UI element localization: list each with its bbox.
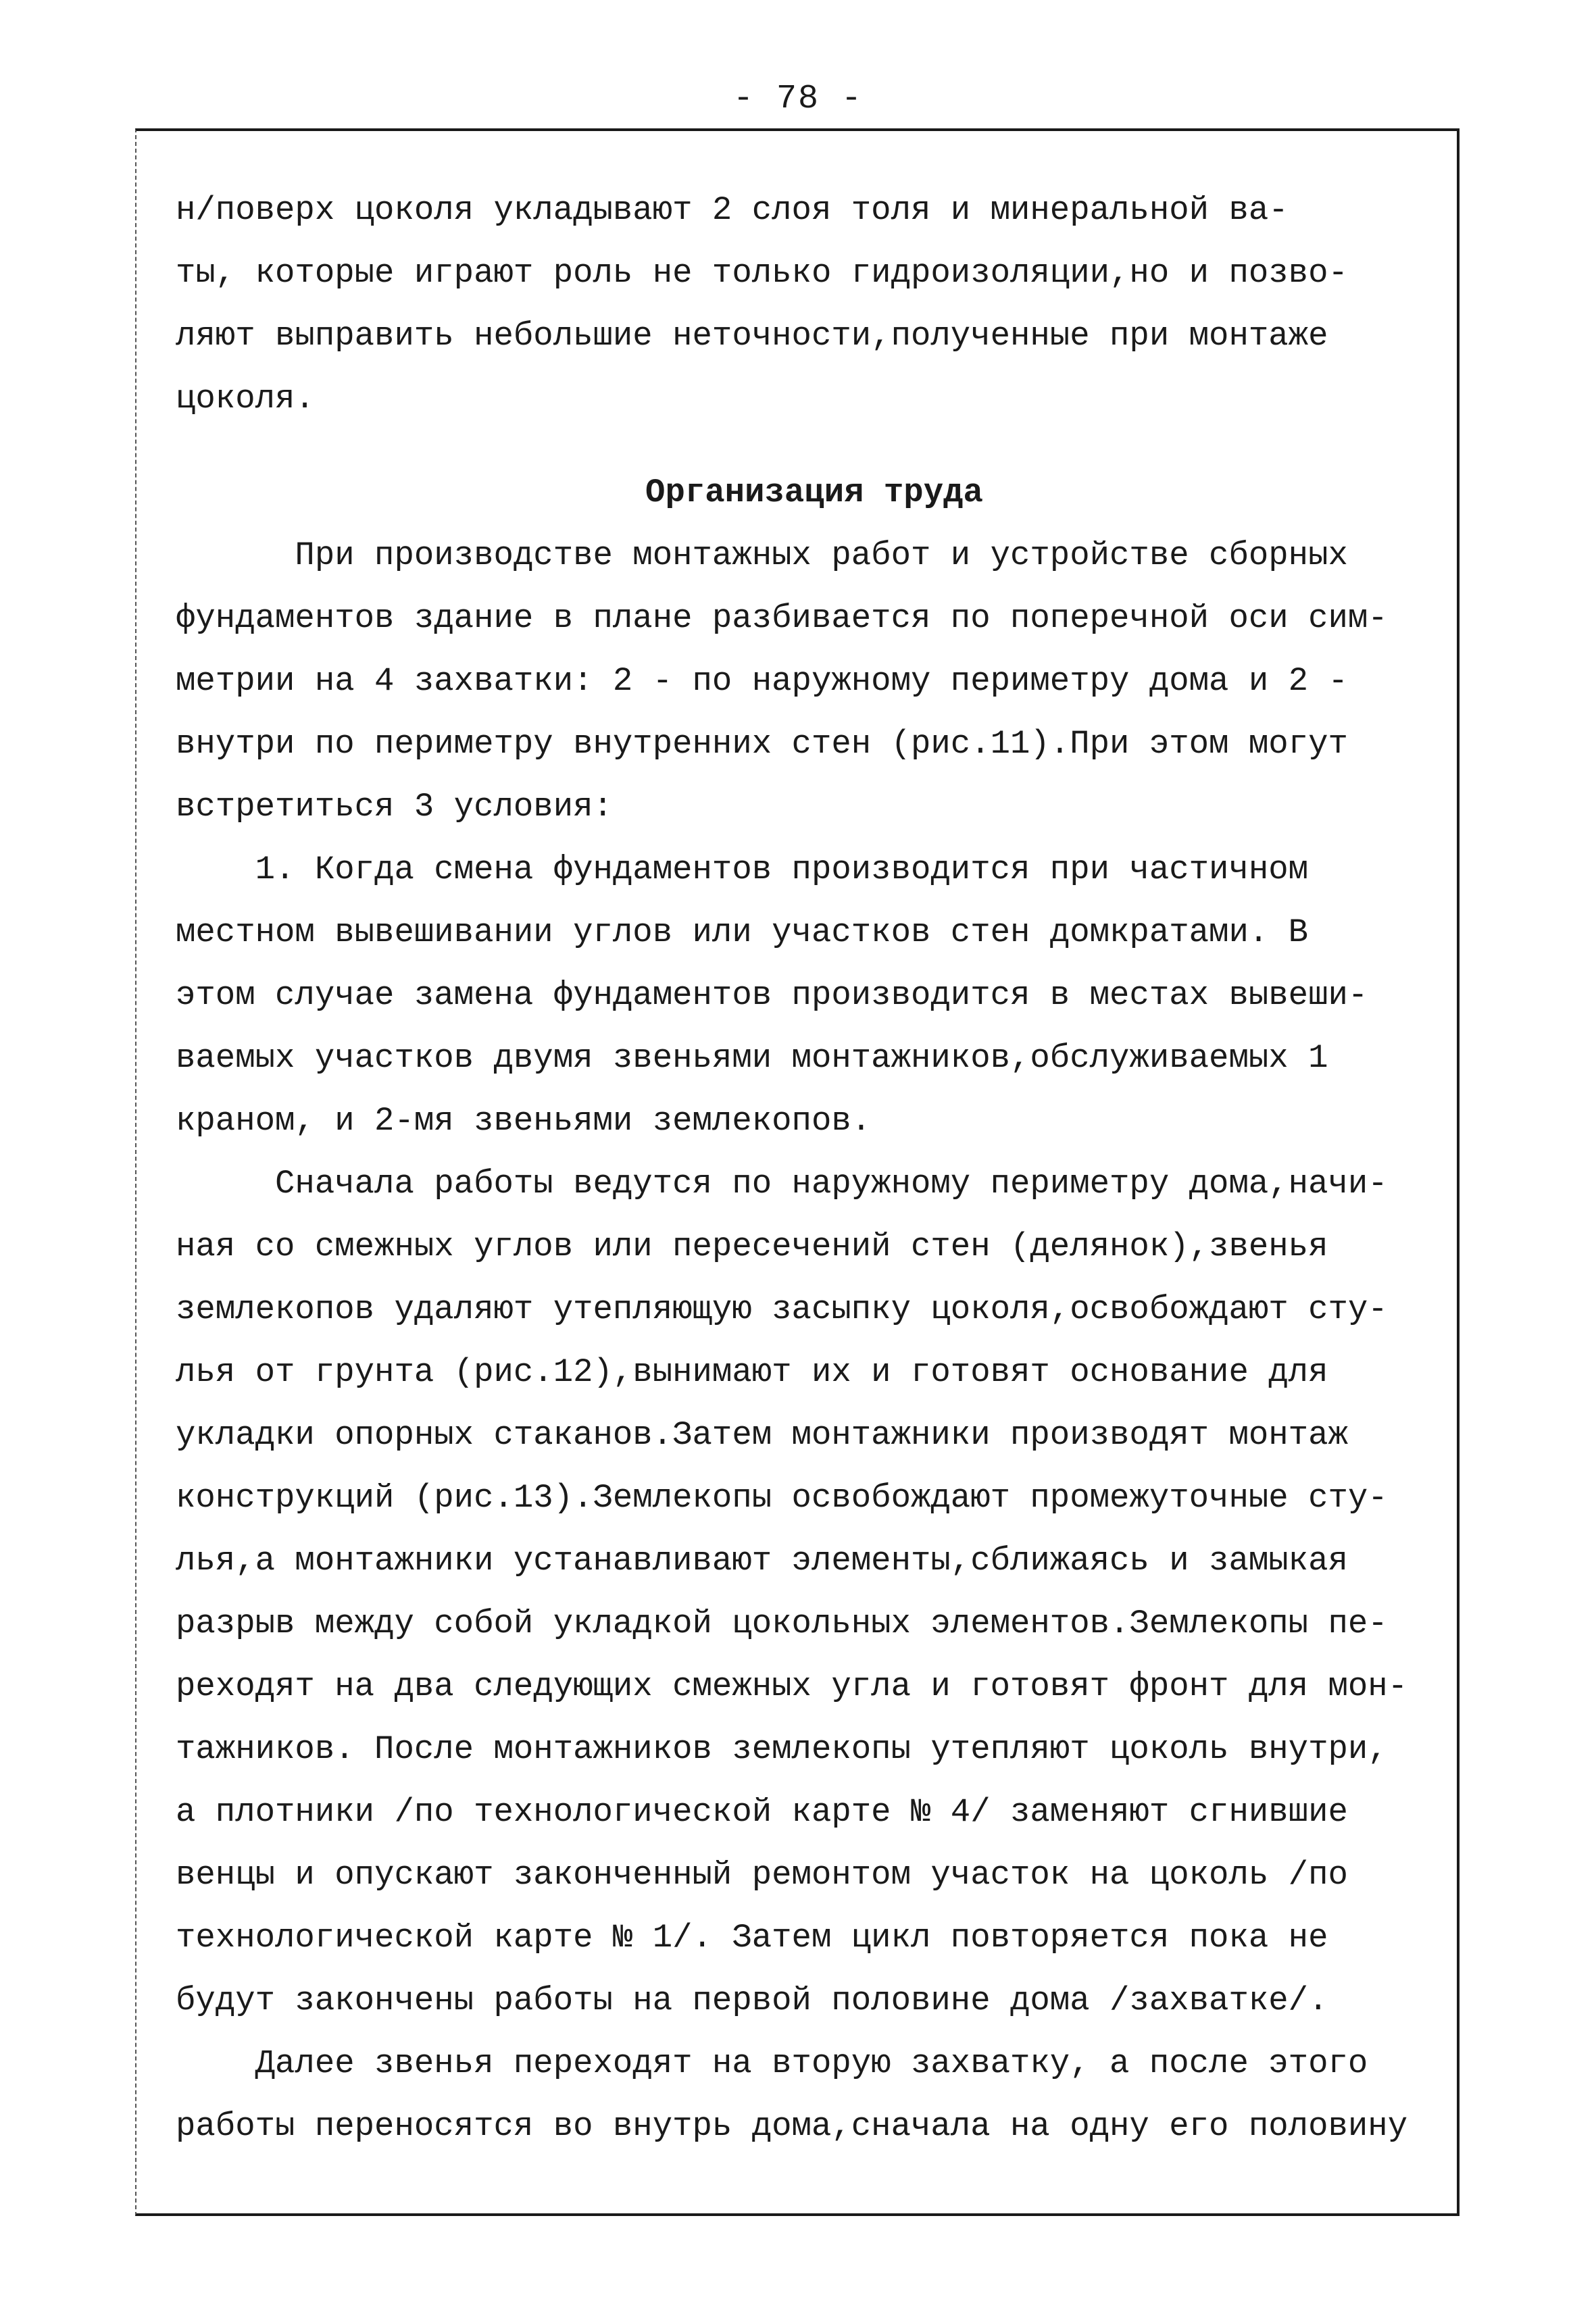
body-line: землекопов удаляют утепляющую засыпку цоколя,освобождают сту-: [176, 1290, 1388, 1328]
body-line: лья,а монтажники устанавливают элементы,сближаясь и замыкая: [176, 1542, 1348, 1580]
body-line: а плотники /по технологической карте № 4/ заменяют сгнившие: [176, 1793, 1348, 1831]
intro-line: ляют выправить небольшие неточности,полученные при монтаже: [176, 317, 1328, 355]
intro-line: цоколя.: [176, 380, 315, 418]
body-line: метрии на 4 захватки: 2 - по наружному периметру дома и 2 -: [176, 662, 1348, 700]
body-line: укладки опорных стаканов.Затем монтажники производят монтаж: [176, 1416, 1348, 1454]
body-line: работы переносятся во внутрь дома,сначала на одну его половину: [176, 2107, 1408, 2145]
body-line: реходят на два следующих смежных угла и готовят фронт для мон-: [176, 1667, 1408, 1705]
body-line: лья от грунта (рис.12),вынимают их и готовят основание для: [176, 1353, 1328, 1391]
body-line: венцы и опускают законченный ремонтом участок на цоколь /по: [176, 1856, 1348, 1894]
body-line: будут закончены работы на первой половине дома /захватке/.: [176, 1982, 1328, 2019]
intro-line: н/поверх цоколя укладывают 2 слоя толя и минеральной ва-: [176, 191, 1289, 229]
body-line: местном вывешивании углов или участков стен домкратами. В: [176, 913, 1309, 951]
body-line: тажников. После монтажников землекопы утепляют цоколь внутри,: [176, 1730, 1388, 1768]
section-heading: Организация труда: [645, 474, 983, 511]
page-number: - 78 -: [732, 80, 864, 118]
body-line: разрыв между собой укладкой цокольных элементов.Землекопы пе-: [176, 1605, 1388, 1642]
body-line: этом случае замена фундаментов производится в местах вывеши-: [176, 976, 1368, 1014]
body-line: ваемых участков двумя звеньями монтажников,обслуживаемых 1: [176, 1039, 1328, 1077]
body-line: встретиться 3 условия:: [176, 788, 613, 826]
intro-line: ты, которые играют роль не только гидроизоляции,но и позво-: [176, 254, 1348, 292]
body-line: Сначала работы ведутся по наружному периметру дома,начи-: [176, 1165, 1388, 1203]
body-line: фундаментов здание в плане разбивается по поперечной оси сим-: [176, 599, 1388, 637]
body-line: При производстве монтажных работ и устройстве сборных: [176, 536, 1348, 574]
body-line: ная со смежных углов или пересечений стен (делянок),звенья: [176, 1228, 1328, 1265]
body-line: технологической карте № 1/. Затем цикл повторяется пока не: [176, 1919, 1328, 1957]
body-line: 1. Когда смена фундаментов производится при частичном: [176, 851, 1309, 888]
body-line: Далее звенья переходят на вторую захватку, а после этого: [176, 2044, 1368, 2082]
document-body: [176, 179, 1453, 2158]
body-line: конструкций (рис.13).Землекопы освобождают промежуточные сту-: [176, 1479, 1388, 1517]
body-line: краном, и 2-мя звеньями землекопов.: [176, 1102, 872, 1140]
body-line: внутри по периметру внутренних стен (рис.11).При этом могут: [176, 725, 1348, 763]
